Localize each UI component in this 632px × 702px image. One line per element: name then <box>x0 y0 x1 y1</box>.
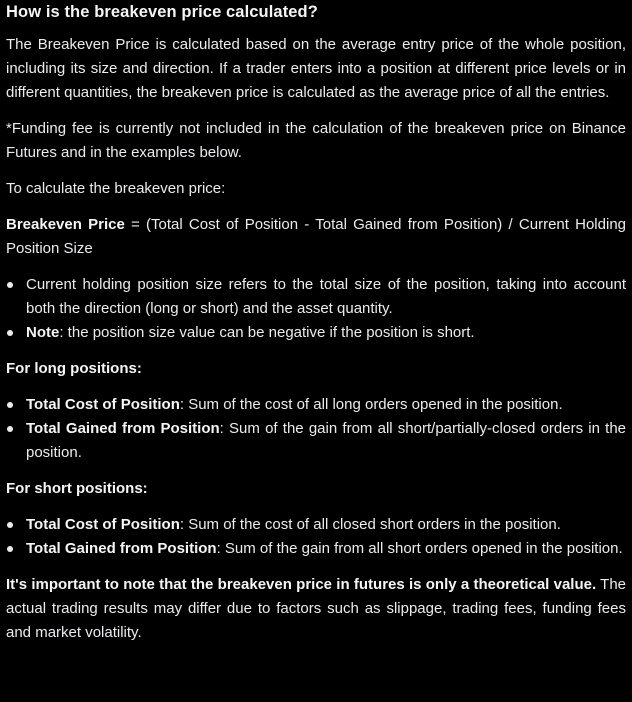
bullet-icon <box>7 330 13 336</box>
list-item-text: : Sum of the cost of all closed short orders in the position. <box>179 516 561 533</box>
short-bullet-list <box>6 513 626 561</box>
list-item-text: Current holding position size refers to the total size of the position, taking into account both the direction (long or short) and the asset quantity. <box>26 276 626 317</box>
bullet-icon <box>7 402 13 408</box>
to-calculate-text: To calculate the breakeven price: <box>6 180 226 197</box>
page-title: How is the breakeven price calculated? <box>6 3 318 21</box>
funding-note: *Funding fee is currently not included in the calculation of the breakeven price on Binance Futures and in the examples below. <box>6 120 626 161</box>
size-bullet-list <box>6 273 626 345</box>
closing-text: The actual trading results may differ due to factors such as slippage, trading fees, funding fees and market volatility. <box>6 576 627 641</box>
long-bullet-list <box>6 393 626 465</box>
bullet-icon <box>7 522 13 528</box>
list-item-bold: Total Gained from Position <box>26 540 217 557</box>
formula-text: = (Total Cost of Position - Total Gained from Position) / Current Holding Position Size <box>6 216 627 257</box>
list-item <box>6 417 626 465</box>
list-item-bold: Note <box>26 324 60 341</box>
list-item-text: : the position size value can be negative if the position is short. <box>59 324 475 341</box>
long-positions-heading: For long positions: <box>6 360 142 377</box>
list-item-bold: Total Gained from Position <box>26 420 220 437</box>
bullet-icon <box>7 546 13 552</box>
list-item-bold: Total Cost of Position <box>26 516 180 533</box>
list-item-text: : Sum of the cost of all long orders opened in the position. <box>179 396 563 413</box>
list-item <box>6 393 626 417</box>
short-positions-heading: For short positions: <box>6 480 148 497</box>
formula-paragraph <box>6 213 626 261</box>
bullet-icon <box>7 282 13 288</box>
list-item <box>6 537 626 561</box>
closing-paragraph <box>6 573 626 645</box>
list-item-text: : Sum of the gain from all short orders opened in the position. <box>216 540 623 557</box>
bullet-icon <box>7 426 13 432</box>
list-item <box>6 513 626 537</box>
list-item-bold: Total Cost of Position <box>26 396 180 413</box>
closing-bold: It's important to note that the breakeven price in futures is only a theoretical value. <box>6 576 597 593</box>
intro-paragraph: The Breakeven Price is calculated based on the average entry price of the whole position, including its size and direction. If a trader enters into a position at different price levels or in different quantities, the breakeven price is calculated as the average price of all the entries. <box>6 36 626 101</box>
list-item <box>6 321 626 345</box>
list-item <box>6 273 626 321</box>
list-item-text: : Sum of the gain from all short/partially-closed orders in the position. <box>26 420 627 461</box>
formula-label: Breakeven Price <box>6 216 125 233</box>
